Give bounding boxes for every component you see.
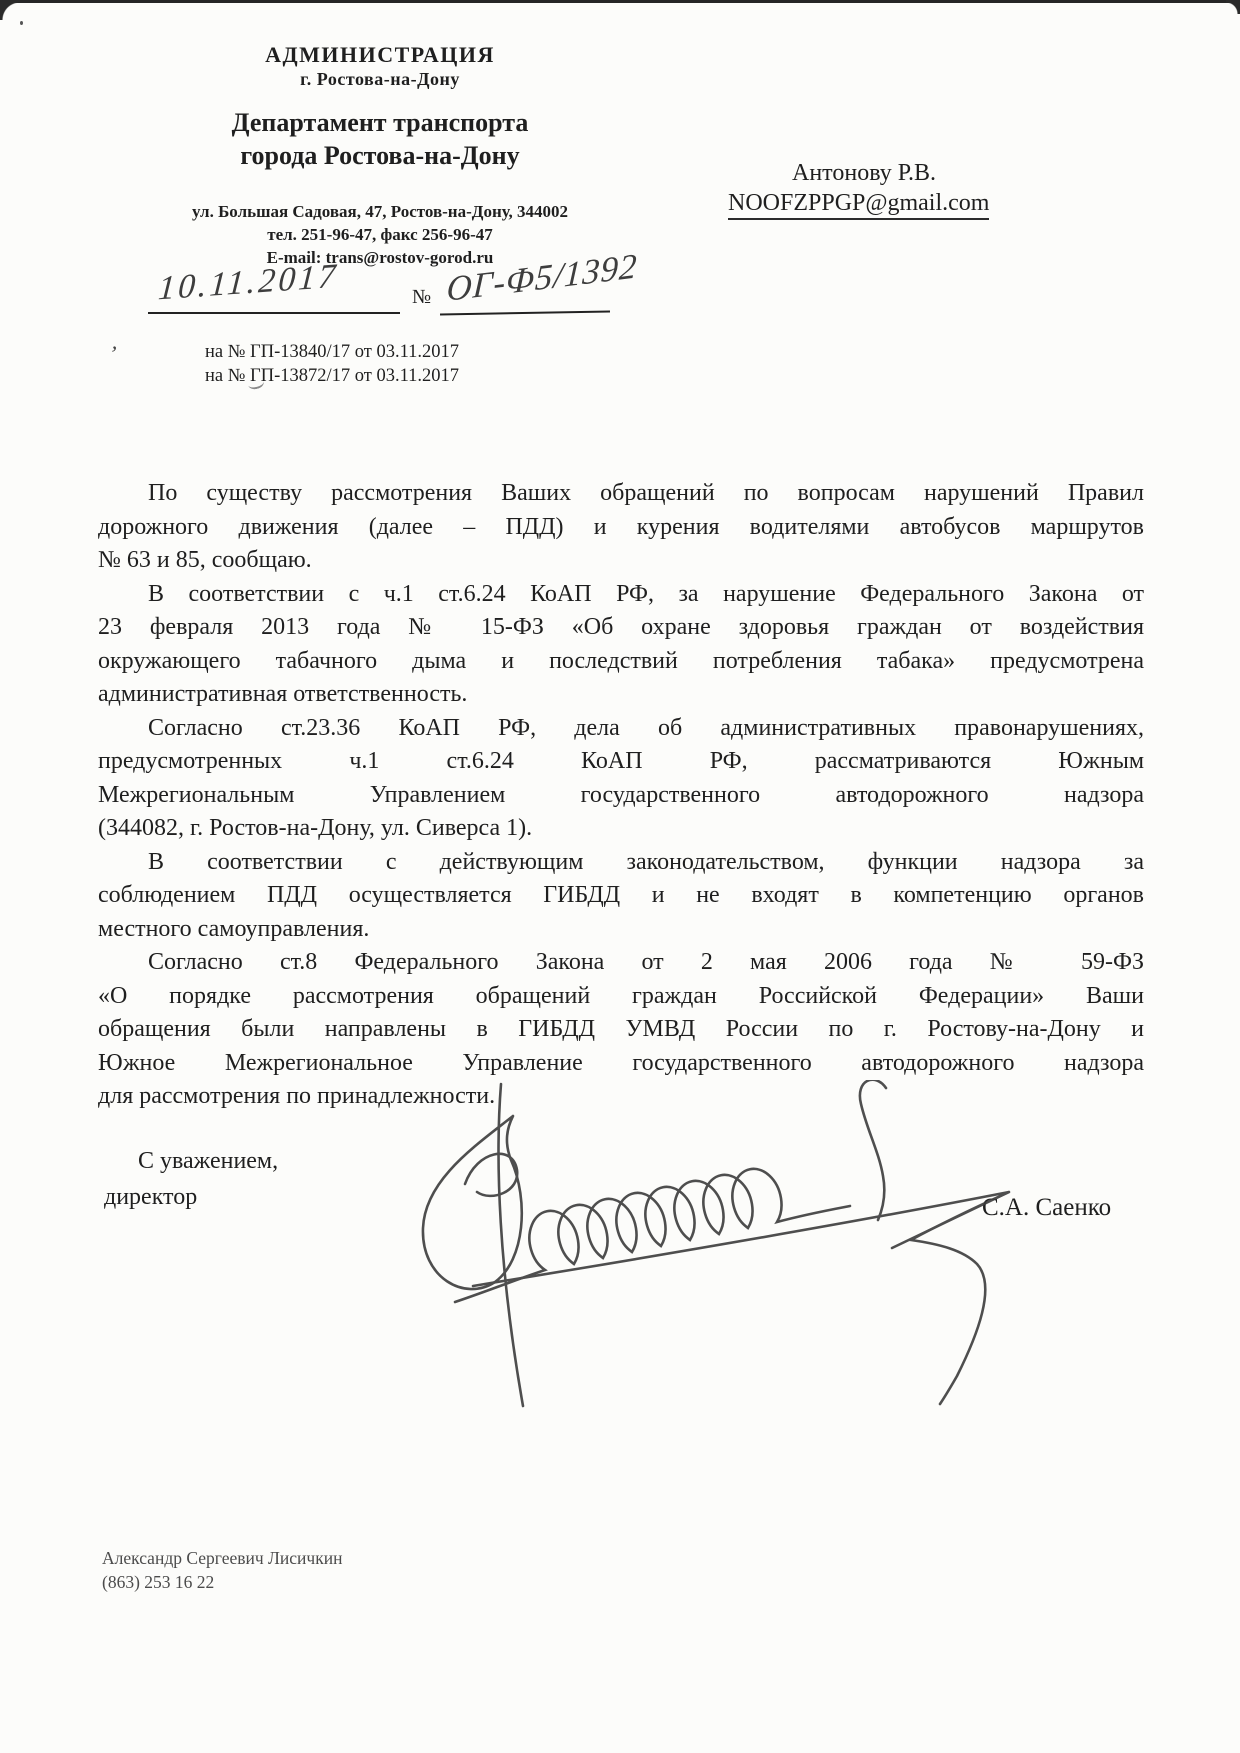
body-line: (344082, г. Ростов-на-Дону, ул. Сиверса 1). [98, 815, 533, 841]
letterhead-address: ул. Большая Садовая, 47, Ростов-на-Дону, 344002 [191, 202, 569, 221]
handwritten-date: 10.11.2017 [156, 257, 340, 308]
letterhead-organization: АДМИНИСТРАЦИЯ [265, 42, 495, 67]
body-paragraph [98, 578, 1144, 712]
body-line: В соответствии с ч.1 ст.6.24 КоАП РФ, за нарушение Федерального Закона от [148, 580, 1144, 607]
date-underline [148, 312, 400, 314]
scan-corner-artifact [0, 0, 20, 20]
body-paragraph [98, 846, 1144, 947]
body-line: Согласно ст.8 Федерального Закона от 2 мая 2006 года № 59-ФЗ [148, 949, 1144, 975]
body-line: Межрегиональным Управлением государственного автодорожного надзора [98, 781, 1144, 808]
letterhead-department: Департамент транспорта [231, 108, 529, 137]
addressee-name: Антонову Р.В. [792, 160, 937, 186]
body-line: местного самоуправления. [98, 915, 370, 942]
body-line: административная ответственность. [98, 681, 468, 707]
body-line: соблюдением ПДД осуществляется ГИБДД и не входят в компетенцию органов [98, 882, 1144, 908]
body-line: Согласно ст.23.36 КоАП РФ, дела об административных правонарушениях, [148, 714, 1144, 741]
body-line: обращения были направлены в ГИБДД УМВД России по г. Ростову-на-Дону и [98, 1016, 1144, 1042]
body-paragraph [98, 477, 1144, 578]
addressee-email: NOOFZPPGP@gmail.com [728, 190, 989, 220]
body-line: 23 февраля 2013 года № 15-ФЗ «Об охране здоровья граждан от воздействия [98, 614, 1144, 640]
signoff-regards: С уважением, [138, 1148, 279, 1174]
number-underline [440, 311, 610, 316]
scan-speck [20, 21, 23, 25]
scan-speck: ’ [108, 340, 120, 367]
signature-scribble [395, 1080, 1155, 1410]
body-line: Южное Межрегиональное Управление государственного автодорожного надзора [98, 1049, 1144, 1076]
letterhead-department-city: города Ростова-на-Дону [240, 141, 520, 170]
scan-corner-artifact [1226, 0, 1240, 14]
letter-body [98, 477, 1144, 1114]
executor-name: Александр Сергеевич Лисичкин [102, 1548, 343, 1568]
executor-phone: (863) 253 16 22 [102, 1572, 215, 1592]
letterhead-city: г. Ростова-на-Дону [300, 69, 460, 89]
letterhead-email: E-mail: trans@rostov-gorod.ru [266, 248, 494, 267]
handwritten-number: ОГ-Ф5/1392 [445, 246, 639, 309]
scan-edge-line [0, 0, 1240, 3]
signer-name: С.А. Саенко [982, 1194, 1112, 1221]
body-line: В соответствии с действующим законодательством, функции надзора за [148, 848, 1144, 875]
reference-lines [205, 341, 459, 388]
reference-line: на № ГП-13840/17 от 03.11.2017 [205, 342, 460, 362]
reference-line: на № ГП-13872/17 от 03.11.2017 [205, 365, 460, 386]
body-line: предусмотренных ч.1 ст.6.24 КоАП РФ, рассматриваются Южным [98, 748, 1144, 774]
body-line: дорожного движения (далее – ПДД) и курения водителями автобусов маршрутов [98, 513, 1144, 540]
signoff-title: директор [104, 1184, 198, 1210]
body-line: По существу рассмотрения Ваших обращений по вопросам нарушений Правил [148, 480, 1144, 506]
body-line: «О порядке рассмотрения обращений граждан Российской Федерации» Ваши [98, 982, 1144, 1009]
number-sign: № [412, 286, 432, 308]
body-line: для рассмотрения по принадлежности. [98, 1083, 496, 1109]
body-paragraph [98, 712, 1144, 846]
body-line: окружающего табачного дыма и последствий потребления табака» предусмотрена [98, 647, 1144, 674]
executor-contact [102, 1546, 342, 1594]
letterhead-phone: тел. 251-96-47, факс 256-96-47 [267, 225, 493, 244]
body-line: № 63 и 85, сообщаю. [98, 547, 312, 573]
